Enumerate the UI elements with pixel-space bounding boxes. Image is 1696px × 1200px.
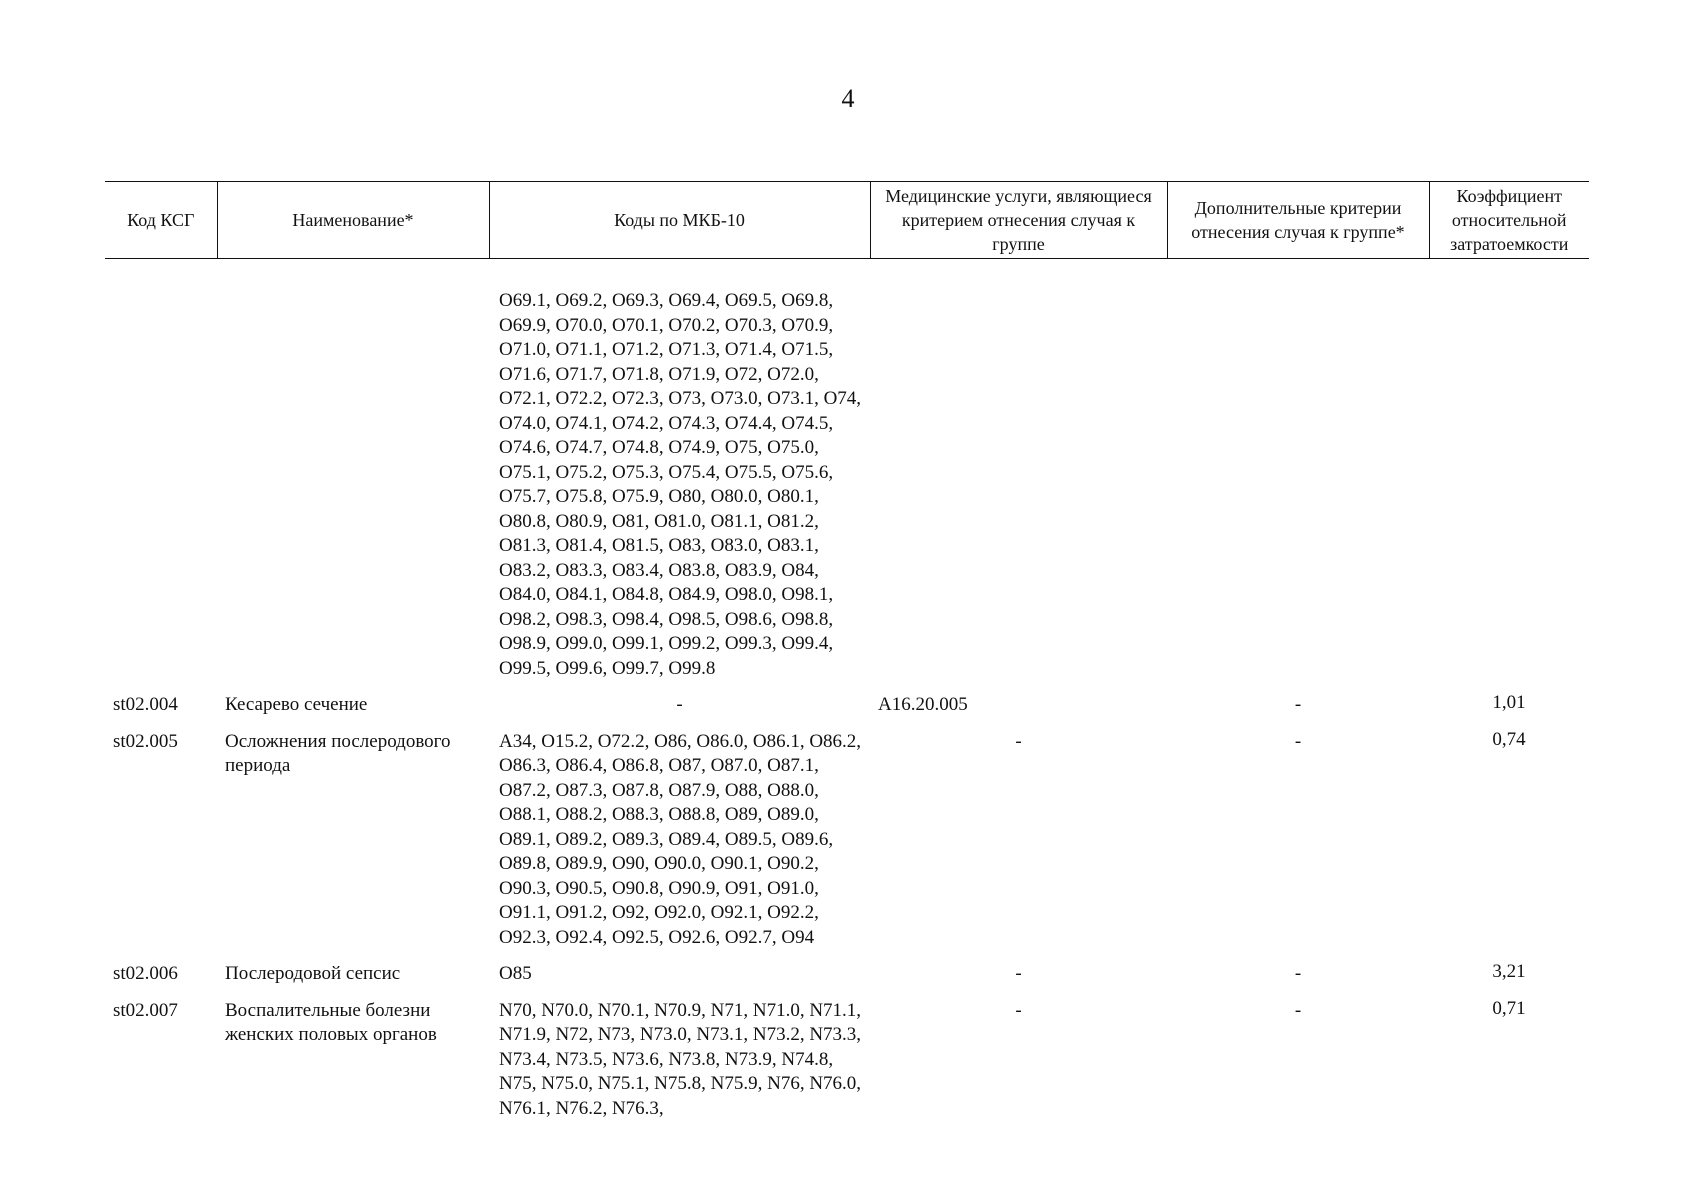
cell-additional-criteria: - [1294,999,1302,1021]
cell-mkb-codes: - [676,694,683,715]
cell-mkb-codes: O85 [499,963,532,984]
cell-ksg-code: st02.005 [113,730,178,752]
page-number: 4 [841,84,855,113]
cell-medical-services: - [1015,999,1022,1021]
cell-name: Воспалительные болезни женских половых органов [225,999,437,1045]
cell-ksg-code: st02.006 [113,963,178,984]
cell-medical-services [870,259,1167,688]
header-cost-coefficient: Коэффициент относительной затратоемкости [1429,182,1589,259]
cell-mkb-codes: N70, N70.0, N70.1, N70.9, N71, N71.0, N71.1, N71.9, N72, N73, N73.0, N73.1, N73.2, N73.3, N73.4, N73.5, N73.6, N73.8, N73.9, N74.8, N75, N75.0, N75.1, N75.8, N75.9, N76, N76.0, N76.1, N76.2, N76.3, [499,999,862,1119]
cell-cost-coefficient: 1,01 [1492,692,1526,713]
cell-cost-coefficient [1429,259,1589,688]
table-row [105,993,1589,1128]
cell-additional-criteria: - [1294,963,1302,984]
header-name: Наименование* [217,182,489,259]
cell-ksg-code [105,259,217,688]
table-row [105,259,1589,688]
header-mkb-codes: Коды по МКБ-10 [489,182,870,259]
ksg-table [105,181,1589,1127]
header-medical-services: Медицинские услуги, являющиеся критерием отнесения случая к группе [870,182,1167,259]
cell-cost-coefficient: 3,21 [1492,961,1526,982]
cell-medical-services: - [1015,730,1022,752]
table-row [105,956,1589,993]
cell-additional-criteria: - [1294,730,1302,752]
cell-medical-services: - [1015,963,1022,984]
cell-cost-coefficient: 0,74 [1492,728,1526,750]
cell-name [217,259,489,688]
table-row [105,687,1589,724]
header-ksg-code: Код КСГ [105,182,217,259]
cell-additional-criteria: - [1294,694,1302,715]
cell-cost-coefficient: 0,71 [1492,997,1526,1019]
cell-name: Кесарево сечение [225,694,368,715]
cell-medical-services: A16.20.005 [878,694,968,715]
header-additional-criteria: Дополнительные критерии отнесения случая к группе* [1167,182,1429,259]
cell-mkb-codes: O69.1, O69.2, O69.3, O69.4, O69.5, O69.8, O69.9, O70.0, O70.1, O70.2, O70.3, O70.9, O71.0, O71.1, O71.2, O71.3, O71.4, O71.5, O71.6, O71.7, O71.8, O71.9, O72, O72.0, O72.1, O72.2, O72.3, O73, O73.0, O73.1, O74, O74.0, O74.1, O74.2, O74.3, O74.4, O74.5, O74.6, O74.7, O74.8, O74.9, O75, O75.0, O75.1, O75.2, O75.3, O75.4, O75.5, O75.6, O75.7, O75.8, O75.9, O80, O80.0, O80.1, O80.8, O80.9, O81, O81.0, O81.1, O81.2, O81.3, O81.4, O81.5, O83, O83.0, O83.1, O83.2, O83.3, O83.4, O83.8, O83.9, O84, O84.0, O84.1, O84.8, O84.9, O98.0, O98.1, O98.2, O98.3, O98.4, O98.5, O98.6, O98.8, O98.9, O99.0, O99.1, O99.2, O99.3, O99.4, O99.5, O99.6, O99.7, O99.8 [499,290,862,679]
table-row [105,724,1589,957]
cell-ksg-code: st02.004 [113,694,178,715]
cell-additional-criteria [1167,259,1429,688]
cell-name: Осложнения послеродового периода [225,730,451,776]
cell-name: Послеродовой сепсис [225,963,401,984]
cell-ksg-code: st02.007 [113,999,178,1021]
cell-mkb-codes: A34, O15.2, O72.2, O86, O86.0, O86.1, O86.2, O86.3, O86.4, O86.8, O87, O87.0, O87.1, O87.2, O87.3, O87.8, O87.9, O88, O88.0, O88.1, O88.2, O88.3, O88.8, O89, O89.0, O89.1, O89.2, O89.3, O89.4, O89.5, O89.6, O89.8, O89.9, O90, O90.0, O90.1, O90.2, O90.3, O90.5, O90.8, O90.9, O91, O91.0, O91.1, O91.2, O92, O92.0, O92.1, O92.2, O92.3, O92.4, O92.5, O92.6, O92.7, O94 [499,730,862,948]
table-header-row [105,182,1589,259]
